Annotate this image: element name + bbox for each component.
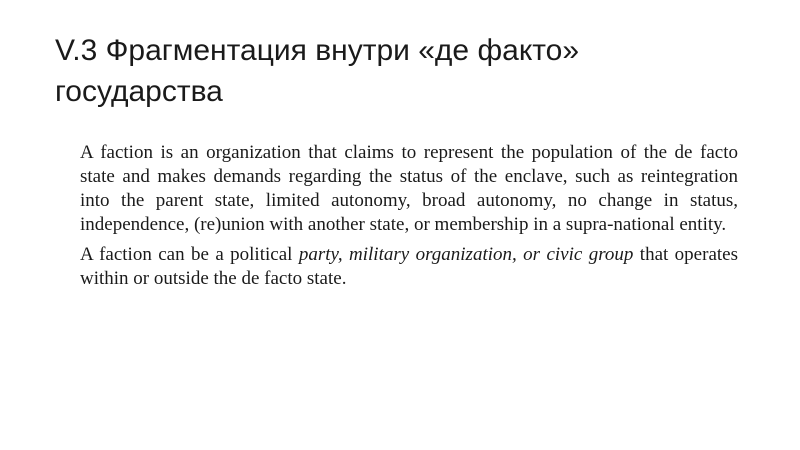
- paragraph-text-after: that operates within or outside the de facto state.: [80, 244, 738, 289]
- paragraph-text-before: A faction can be a political: [80, 244, 299, 265]
- paragraph-italic-text: party, military organization, or civic group: [298, 244, 634, 265]
- slide-title: V.3 Фрагментация внутри «де факто» государства: [55, 34, 580, 108]
- slide-body: [80, 141, 738, 297]
- paragraph-faction-definition: A faction is an organization that claims to represent the population of the de facto state and makes demands regarding the status of the enclave, such as reintegration into the parent state, limited autonomy, broad autonomy, no change in status, independence, (re)union with another state, or membership in a supra-national entity.: [80, 142, 738, 235]
- paragraph-faction-types: [80, 243, 738, 291]
